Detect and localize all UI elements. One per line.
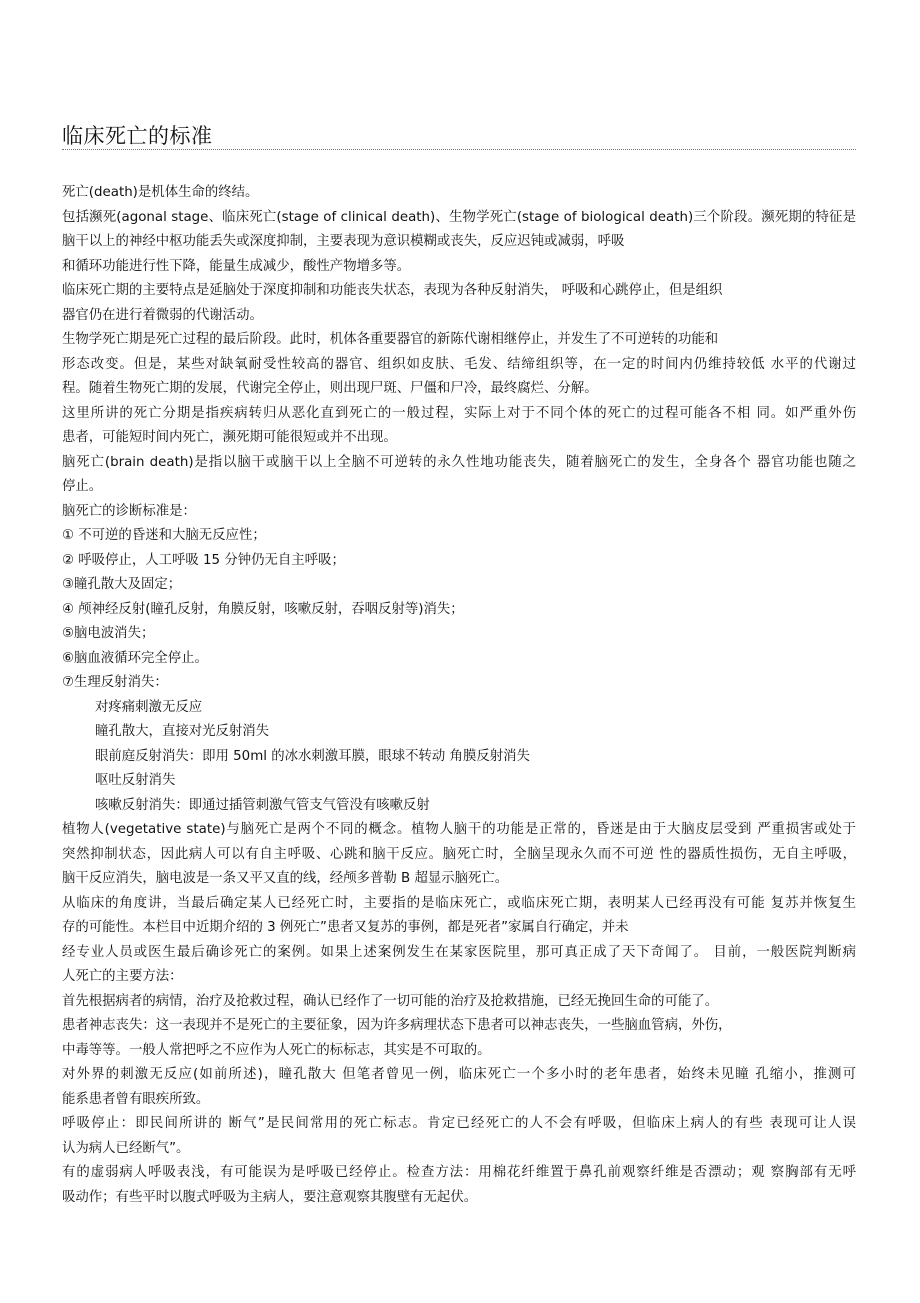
reflex-subitem: 眼前庭反射消失：即用 50ml 的冰水刺激耳膜，眼球不转动 角膜反射消失 xyxy=(95,748,530,764)
text-line: 停止。 xyxy=(62,479,103,494)
text-line: 吸动作；有些平时以腹式呼吸为主病人，要注意观察其腹壁有无起伏。 xyxy=(62,1189,478,1205)
text-line: 经专业人员或医生最后确诊死亡的案例。如果上述案例发生在某家医院里，那可真正成了天下奇闻了。 目前，一般医院判断病 xyxy=(62,944,856,960)
text-line: 有的虚弱病人呼吸表浅，有可能误为是呼吸已经停止。检查方法：用棉花纤维置于鼻孔前观察纤维是否漂动；观 察胸部有无呼 xyxy=(62,1165,856,1180)
criteria-item: ⑥脑血液循环完全停止。 xyxy=(62,650,208,666)
reflex-subitem: 呕吐反射消失 xyxy=(95,773,176,788)
text-line: 呼吸停止：即民间所讲的 断气”是民间常用的死亡标志。肯定已经死亡的人不会有呼吸，但临床上病人的有些 表现可让人误 xyxy=(62,1116,856,1131)
text-line: 存的可能性。本栏目中近期介绍的 3 例死亡”患者又复苏的事例，都是死者”家属自行确定，并未 xyxy=(62,920,629,935)
text-line: 形态改变。但是，某些对缺氧耐受性较高的器官、组织如皮肤、毛发、结缔组织等，在一定的时间内仍维持较低 水平的代谢过 xyxy=(62,356,856,372)
title-divider xyxy=(62,149,856,150)
criteria-item: ③瞳孔散大及固定； xyxy=(62,577,182,592)
text-line: 脑干反应消失，脑电波是一条又平又直的线，经颅多普勒 B 超显示脑死亡。 xyxy=(62,871,509,886)
text-line: 植物人(vegetative state)与脑死亡是两个不同的概念。植物人脑干的功能是正常的，昏迷是由于大脑皮层受到 严重损害或处于 xyxy=(62,822,856,837)
text-line: 患者，可能短时间内死亡，濒死期可能很短或并不出现。 xyxy=(62,430,397,445)
text-line: 器官仍在进行着微弱的代谢活动。 xyxy=(62,307,263,323)
text-line: 中毒等等。一般人常把呼之不应作为人死亡的标标志，其实是不可取的。 xyxy=(62,1042,491,1058)
text-line: 脑死亡的诊断标准是： xyxy=(62,503,196,519)
text-line: 人死亡的主要方法： xyxy=(62,969,183,984)
text-line: 生物学死亡期是死亡过程的最后阶段。此时，机体各重要器官的新陈代谢相继停止，并发生了不可逆转的功能和 xyxy=(62,332,719,347)
text-line: 从临床的角度讲，当最后确定某人已经死亡时，主要指的是临床死亡，或临床死亡期，表明某人已经再没有可能 复苏并恢复生 xyxy=(62,895,856,911)
text-line: 能系患者曾有眼疾所致。 xyxy=(62,1091,210,1107)
text-line: 认为病人已经断气”。 xyxy=(62,1140,190,1156)
criteria-item: ⑤脑电波消失； xyxy=(62,626,155,641)
text-line: 首先根据病者的病情，治疗及抢救过程，确认已经作了一切可能的治疗及抢救措施，已经无挽回生命的可能了。 xyxy=(62,993,719,1009)
text-line: 患者神志丧失：这一表现并不是死亡的主要征象，因为许多病理状态下患者可以神志丧失，一些脑血管病，外伤， xyxy=(62,1018,732,1033)
page-title: 临床死亡的标准 xyxy=(62,124,213,148)
text-line: 和循环功能进行性下降，能量生成减少，酸性产物增多等。 xyxy=(62,258,411,274)
text-line: 对外界的刺激无反应(如前所述)，瞳孔散大 但笔者曾见一例，临床死亡一个多小时的老年患者，始终未见瞳 孔缩小，推测可 xyxy=(62,1067,856,1082)
text-line: 包括濒死(agonal stage、临床死亡(stage of clinical death)、生物学死亡(stage of biological death)三个阶段。濒死期的特征是 xyxy=(62,209,856,225)
criteria-item: ⑦生理反射消失： xyxy=(62,675,168,690)
criteria-item: ④ 颅神经反射(瞳孔反射，角膜反射，咳嗽反射，吞咽反射等)消失； xyxy=(62,601,464,617)
document-body xyxy=(62,181,856,1210)
text-line: 突然抑制状态，因此病人可以有自主呼吸、心跳和脑干反应。脑死亡时，全脑呈现永久而不可逆 性的器质性损伤，无自主呼吸， xyxy=(62,846,856,862)
text-line: 脑死亡(brain death)是指以脑干或脑干以上全脑不可逆转的永久性地功能丧失，随着脑死亡的发生，全身各个 器官功能也随之 xyxy=(62,454,856,470)
reflex-subitem: 咳嗽反射消失：即通过插管刺激气管支气管没有咳嗽反射 xyxy=(95,797,430,813)
text-line: 脑干以上的神经中枢功能丢失或深度抑制，主要表现为意识模糊或丧失，反应迟钝或减弱，呼吸 xyxy=(62,234,625,249)
text-line: 程。随着生物死亡期的发展，代谢完全停止，则出现尸斑、尸僵和尸冷，最终腐烂、分解。 xyxy=(62,381,598,396)
criteria-item: ① 不可逆的昏迷和大脑无反应性； xyxy=(62,528,266,543)
text-line: 这里所讲的死亡分期是指疾病转归从恶化直到死亡的一般过程，实际上对于不同个体的死亡的过程可能各不相 同。如严重外伤 xyxy=(62,405,856,421)
criteria-item: ② 呼吸停止，人工呼吸 15 分钟仍无自主呼吸； xyxy=(62,552,345,568)
reflex-subitem: 对疼痛刺激无反应 xyxy=(95,699,203,715)
reflex-subitem: 瞳孔散大，直接对光反射消失 xyxy=(95,724,270,739)
text-line: 死亡(death)是机体生命的终结。 xyxy=(62,185,259,200)
text-line: 临床死亡期的主要特点是延脑处于深度抑制和功能丧失状态，表现为各种反射消失， 呼吸和心跳停止，但是组织 xyxy=(62,283,723,298)
